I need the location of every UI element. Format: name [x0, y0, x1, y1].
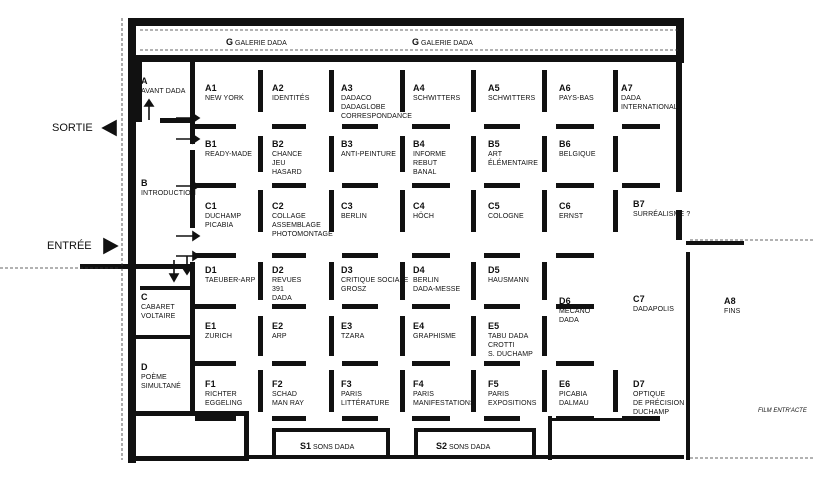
room-title-line: ASSEMBLAGE	[272, 222, 321, 229]
room-title-line: INFORME	[413, 151, 446, 158]
room-title-line: EXPOSITIONS	[488, 400, 537, 407]
room-title-line: POÈME	[141, 374, 167, 381]
room-code: C7	[633, 294, 645, 304]
room-title-line: DADAPOLIS	[633, 306, 674, 313]
room-code: B	[141, 178, 148, 188]
room-title-line: ART	[488, 151, 503, 158]
room-title-line: REBUT	[413, 160, 438, 167]
wall-segment	[542, 370, 547, 412]
room-code: C1	[205, 201, 217, 211]
wall	[136, 456, 248, 461]
room-d7	[633, 379, 684, 417]
room-title-line: SCHWITTERS	[413, 95, 461, 102]
room-title-line: PHOTOMONTAGE	[272, 231, 333, 238]
room-code: B4	[413, 139, 425, 149]
gallery-name: GALERIE DADA	[235, 40, 287, 47]
room-title-line: SONS DADA	[449, 444, 491, 451]
room-title-line: ERNST	[559, 213, 584, 220]
wall-segment	[412, 304, 450, 309]
room-title-line: ÉLÉMENTAIRE	[488, 160, 538, 167]
room-title-line: 391	[272, 286, 284, 293]
room-c1	[205, 201, 241, 230]
room-title-line: ARP	[272, 333, 287, 340]
room-code: D7	[633, 379, 645, 389]
room-f4	[413, 379, 475, 408]
wall-segment	[484, 416, 520, 421]
room-s1	[300, 441, 354, 451]
room-f5	[488, 379, 537, 408]
room-title-line: COLLAGE	[272, 213, 306, 220]
wall-segment	[542, 316, 547, 356]
room-title-line: CORRESPONDANCE	[341, 113, 413, 120]
room-code: E5	[488, 321, 500, 331]
wall-segment	[342, 183, 378, 188]
room-title-line: SCHAD	[272, 391, 298, 398]
arrow-head-icon	[193, 114, 199, 122]
wall	[136, 411, 248, 416]
gallery-label-left	[226, 37, 287, 47]
wall-segment	[412, 124, 450, 129]
room-code: D4	[413, 265, 425, 275]
room-title-line: JEU	[272, 160, 286, 167]
wall-segment	[556, 416, 594, 421]
room-title-line: REVUES	[272, 277, 302, 284]
wall-segment	[258, 136, 263, 172]
room-code: S2	[436, 441, 448, 451]
wall-segment	[272, 361, 306, 366]
wall-segment	[400, 316, 405, 356]
wall	[272, 428, 276, 456]
wall-segment	[556, 183, 594, 188]
wall-segment	[556, 253, 594, 258]
room-title-line: S. DUCHAMP	[488, 351, 533, 358]
room-title-line: DADACO	[341, 95, 372, 102]
room-d2	[272, 265, 301, 303]
wall	[249, 455, 684, 459]
wall	[136, 335, 190, 339]
wall-segment	[556, 124, 594, 129]
room-d3	[341, 265, 408, 294]
room-title-line: TZARA	[341, 333, 365, 340]
room-b1	[205, 139, 252, 159]
room-title-line: PARIS	[413, 391, 434, 398]
room-title-line: MANIFESTATIONS	[413, 400, 475, 407]
room-b4	[413, 139, 446, 177]
wall-segment	[272, 124, 306, 129]
room-title-line: READY-MADE	[205, 151, 253, 158]
room-title-line: DUCHAMP	[205, 213, 242, 220]
wall-segment	[258, 370, 263, 412]
wall	[136, 55, 684, 62]
room-code: E1	[205, 321, 217, 331]
room-e3	[341, 321, 364, 341]
room-code: F1	[205, 379, 216, 389]
room-title-line: DE PRÉCISION	[633, 400, 685, 407]
room-title-line: DUCHAMP	[633, 409, 670, 416]
room-title-line: RICHTER	[205, 391, 237, 398]
wall-segment	[471, 262, 476, 300]
room-title-line: EGGELING	[205, 400, 243, 407]
wall-segment	[342, 361, 378, 366]
gallery-code: G	[226, 37, 234, 47]
room-code: D6	[559, 296, 571, 306]
room-b5	[488, 139, 538, 168]
room-b2	[272, 139, 302, 177]
room-title-line: CROTTI	[488, 342, 515, 349]
room-title-line: BERLIN	[341, 213, 367, 220]
room-title-line: INTRODUCTION	[141, 190, 196, 197]
room-code: D1	[205, 265, 217, 275]
room-e4	[413, 321, 456, 341]
room-a2	[272, 83, 309, 103]
room-c	[141, 292, 175, 321]
wall-segment	[272, 183, 306, 188]
room-title-line: SCHWITTERS	[488, 95, 536, 102]
room-e2	[272, 321, 287, 341]
room-title-line: PAYS-BAS	[559, 95, 594, 102]
room-code: A1	[205, 83, 217, 93]
wall-segment	[484, 304, 520, 309]
room-code: D3	[341, 265, 353, 275]
room-c6	[559, 201, 583, 221]
room-code: E2	[272, 321, 284, 331]
room-f2	[272, 379, 304, 408]
wall	[128, 269, 136, 459]
sortie-arrow-icon	[103, 121, 116, 135]
room-code: C6	[559, 201, 571, 211]
room-title-line: TAEUBER-ARP	[205, 277, 256, 284]
room-title-line: PICABIA	[205, 222, 234, 229]
wall-segment	[622, 183, 660, 188]
room-code: F2	[272, 379, 283, 389]
wall-segment	[542, 136, 547, 172]
wall-segment	[342, 124, 378, 129]
room-code: F5	[488, 379, 499, 389]
room-e5	[488, 321, 533, 359]
wall-segment	[258, 316, 263, 356]
room-title-line: MÉCANO	[559, 308, 591, 315]
wall-segment	[195, 253, 236, 258]
wall-segment	[542, 70, 547, 112]
wall	[244, 411, 249, 461]
room-code: E3	[341, 321, 353, 331]
arrow-head-icon	[170, 274, 178, 281]
room-a4	[413, 83, 460, 103]
room-title-line: MAN RAY	[272, 400, 305, 407]
wall-segment	[400, 190, 405, 232]
room-title-line: SIMULTANÉ	[141, 383, 181, 390]
room-c5	[488, 201, 524, 221]
wall	[414, 428, 418, 456]
wall-segment	[258, 262, 263, 300]
wall-segment	[484, 183, 520, 188]
room-code: B7	[633, 199, 645, 209]
room-a6	[559, 83, 594, 103]
room-title-line: TABU DADA	[488, 333, 529, 340]
wall-segment	[471, 190, 476, 232]
room-code: C2	[272, 201, 284, 211]
room-code: D	[141, 362, 148, 372]
wall-segment	[412, 253, 450, 258]
wall-segment	[195, 416, 236, 421]
wall-segment	[342, 304, 378, 309]
wall-segment	[195, 304, 236, 309]
wall-segment	[613, 136, 618, 172]
room-b6	[559, 139, 596, 159]
room-code: A2	[272, 83, 284, 93]
wall-segment	[613, 70, 618, 112]
room-code: C3	[341, 201, 353, 211]
wall-segment	[471, 136, 476, 172]
room-e6	[559, 379, 589, 408]
room-code: E4	[413, 321, 425, 331]
room-title-line: CHANCE	[272, 151, 303, 158]
room-title-line: NEW YORK	[205, 95, 244, 102]
room-a1	[205, 83, 244, 103]
wall-segment	[622, 124, 660, 129]
room-code: A5	[488, 83, 500, 93]
room-code: C4	[413, 201, 425, 211]
wall	[532, 428, 536, 456]
gallery-code: G	[412, 37, 420, 47]
room-title-line: INTERNATIONAL	[621, 104, 678, 111]
room-title-line: VOLTAIRE	[141, 313, 176, 320]
room-title-line: DADA	[621, 95, 641, 102]
wall-segment	[542, 262, 547, 300]
wall-segment	[342, 253, 378, 258]
wall	[128, 18, 683, 26]
wall	[686, 241, 744, 245]
room-f1	[205, 379, 242, 408]
room-code: B2	[272, 139, 284, 149]
wall-segment	[471, 316, 476, 356]
wall-segment	[195, 124, 236, 129]
room-title-line: HASARD	[272, 169, 302, 176]
room-f3	[341, 379, 389, 408]
room-code: C	[141, 292, 148, 302]
wall-segment	[329, 316, 334, 356]
room-title-line: PICABIA	[559, 391, 588, 398]
arrow-head-icon	[145, 100, 153, 106]
room-a5	[488, 83, 535, 103]
room-c4	[413, 201, 434, 221]
room-code: C5	[488, 201, 500, 211]
room-c3	[341, 201, 367, 221]
room-code: D2	[272, 265, 284, 275]
wall-segment	[342, 416, 378, 421]
room-code: A	[141, 76, 148, 86]
room-a	[141, 76, 186, 96]
wall	[272, 428, 390, 432]
film-label: FILM ENTR'ACTE	[758, 408, 807, 414]
room-title-line: BELGIQUE	[559, 151, 596, 158]
room-title-line: BERLIN	[413, 277, 439, 284]
room-c2	[272, 201, 333, 239]
wall	[676, 62, 682, 192]
room-s2	[436, 441, 490, 451]
wall-segment	[412, 183, 450, 188]
room-a8	[724, 296, 740, 316]
room-title-line: DADA	[559, 317, 579, 324]
wall-segment	[329, 262, 334, 300]
room-title-line: CABARET	[141, 304, 175, 311]
room-code: A7	[621, 83, 633, 93]
room-b7	[633, 199, 690, 219]
room-title-line: GRAPHISME	[413, 333, 456, 340]
wall-segment	[329, 370, 334, 412]
room-title-line: LITTÉRATURE	[341, 400, 390, 407]
gallery-name: GALERIE DADA	[421, 40, 473, 47]
room-e1	[205, 321, 232, 341]
wall-segment	[412, 416, 450, 421]
room-code: D5	[488, 265, 500, 275]
room-title-line: ANTI-PEINTURE	[341, 151, 396, 158]
wall-segment	[272, 304, 306, 309]
wall-segment	[195, 361, 236, 366]
wall-segment	[400, 370, 405, 412]
room-code: A4	[413, 83, 425, 93]
room-a3	[341, 83, 412, 121]
wall-segment	[400, 136, 405, 172]
wall-segment	[195, 183, 236, 188]
room-title-line: PARIS	[341, 391, 362, 398]
room-code: S1	[300, 441, 312, 451]
entree-label: ENTRÉE	[47, 240, 92, 252]
room-title-line: CRITIQUE SOCIALE	[341, 277, 409, 284]
wall-segment	[258, 70, 263, 112]
room-c7	[633, 294, 674, 314]
wall-segment	[484, 253, 520, 258]
room-d1	[205, 265, 255, 285]
wall-segment	[258, 190, 263, 232]
grid-walls	[140, 70, 685, 421]
arrow-head-icon	[193, 135, 199, 143]
wall-segment	[140, 286, 190, 290]
room-title-line: SURRÉALISME ?	[633, 211, 691, 218]
wall-segment	[484, 361, 520, 366]
wall-segment	[613, 370, 618, 412]
wall	[414, 428, 536, 432]
room-a7	[621, 83, 678, 112]
room-title-line: SONS DADA	[313, 444, 355, 451]
wall-segment	[542, 190, 547, 232]
room-title-line: AVANT DADA	[141, 88, 186, 95]
room-code: E6	[559, 379, 571, 389]
room-code: F4	[413, 379, 424, 389]
entree-arrow-icon	[104, 239, 117, 253]
wall	[686, 252, 690, 460]
wall	[548, 416, 552, 460]
wall	[386, 428, 390, 456]
arrow-head-icon	[193, 232, 199, 240]
room-d4	[413, 265, 460, 294]
wall	[190, 62, 195, 144]
room-b3	[341, 139, 396, 159]
wall-segment	[471, 70, 476, 112]
room-title-line: PARIS	[488, 391, 509, 398]
room-title-line: ZURICH	[205, 333, 233, 340]
room-code: A3	[341, 83, 353, 93]
room-b	[141, 178, 196, 198]
room-code: A6	[559, 83, 571, 93]
room-title-line: FINS	[724, 308, 741, 315]
arrow-head-icon	[183, 268, 191, 274]
wall-segment	[484, 124, 520, 129]
wall-segment	[329, 70, 334, 112]
room-code: B1	[205, 139, 217, 149]
room-title-line: DALMAU	[559, 400, 589, 407]
room-title-line: COLOGNE	[488, 213, 524, 220]
room-title-line: DADA-MESSE	[413, 286, 461, 293]
room-title-line: HÖCH	[413, 213, 435, 220]
room-d6	[559, 296, 590, 325]
room-code: B5	[488, 139, 500, 149]
room-title-line: OPTIQUE	[633, 391, 666, 398]
wall-segment	[412, 361, 450, 366]
room-title-line: BANAL	[413, 169, 437, 176]
room-code: F3	[341, 379, 352, 389]
room-d5	[488, 265, 529, 285]
room-d	[141, 362, 181, 391]
room-title-line: DADA	[272, 295, 292, 302]
room-code: B6	[559, 139, 571, 149]
wall-segment	[329, 136, 334, 172]
wall	[190, 262, 195, 412]
room-code: B3	[341, 139, 353, 149]
room-title-line: GROSZ	[341, 286, 367, 293]
room-title-line: IDENTITÉS	[272, 95, 310, 102]
wall-segment	[556, 361, 594, 366]
room-title-line: HAUSMANN	[488, 277, 529, 284]
wall-segment	[272, 253, 306, 258]
room-code: A8	[724, 296, 736, 306]
wall-segment	[272, 416, 306, 421]
sortie-label: SORTIE	[52, 122, 93, 134]
room-title-line: DADAGLOBE	[341, 104, 386, 111]
wall-segment	[613, 190, 618, 232]
gallery-label-right	[412, 37, 473, 47]
